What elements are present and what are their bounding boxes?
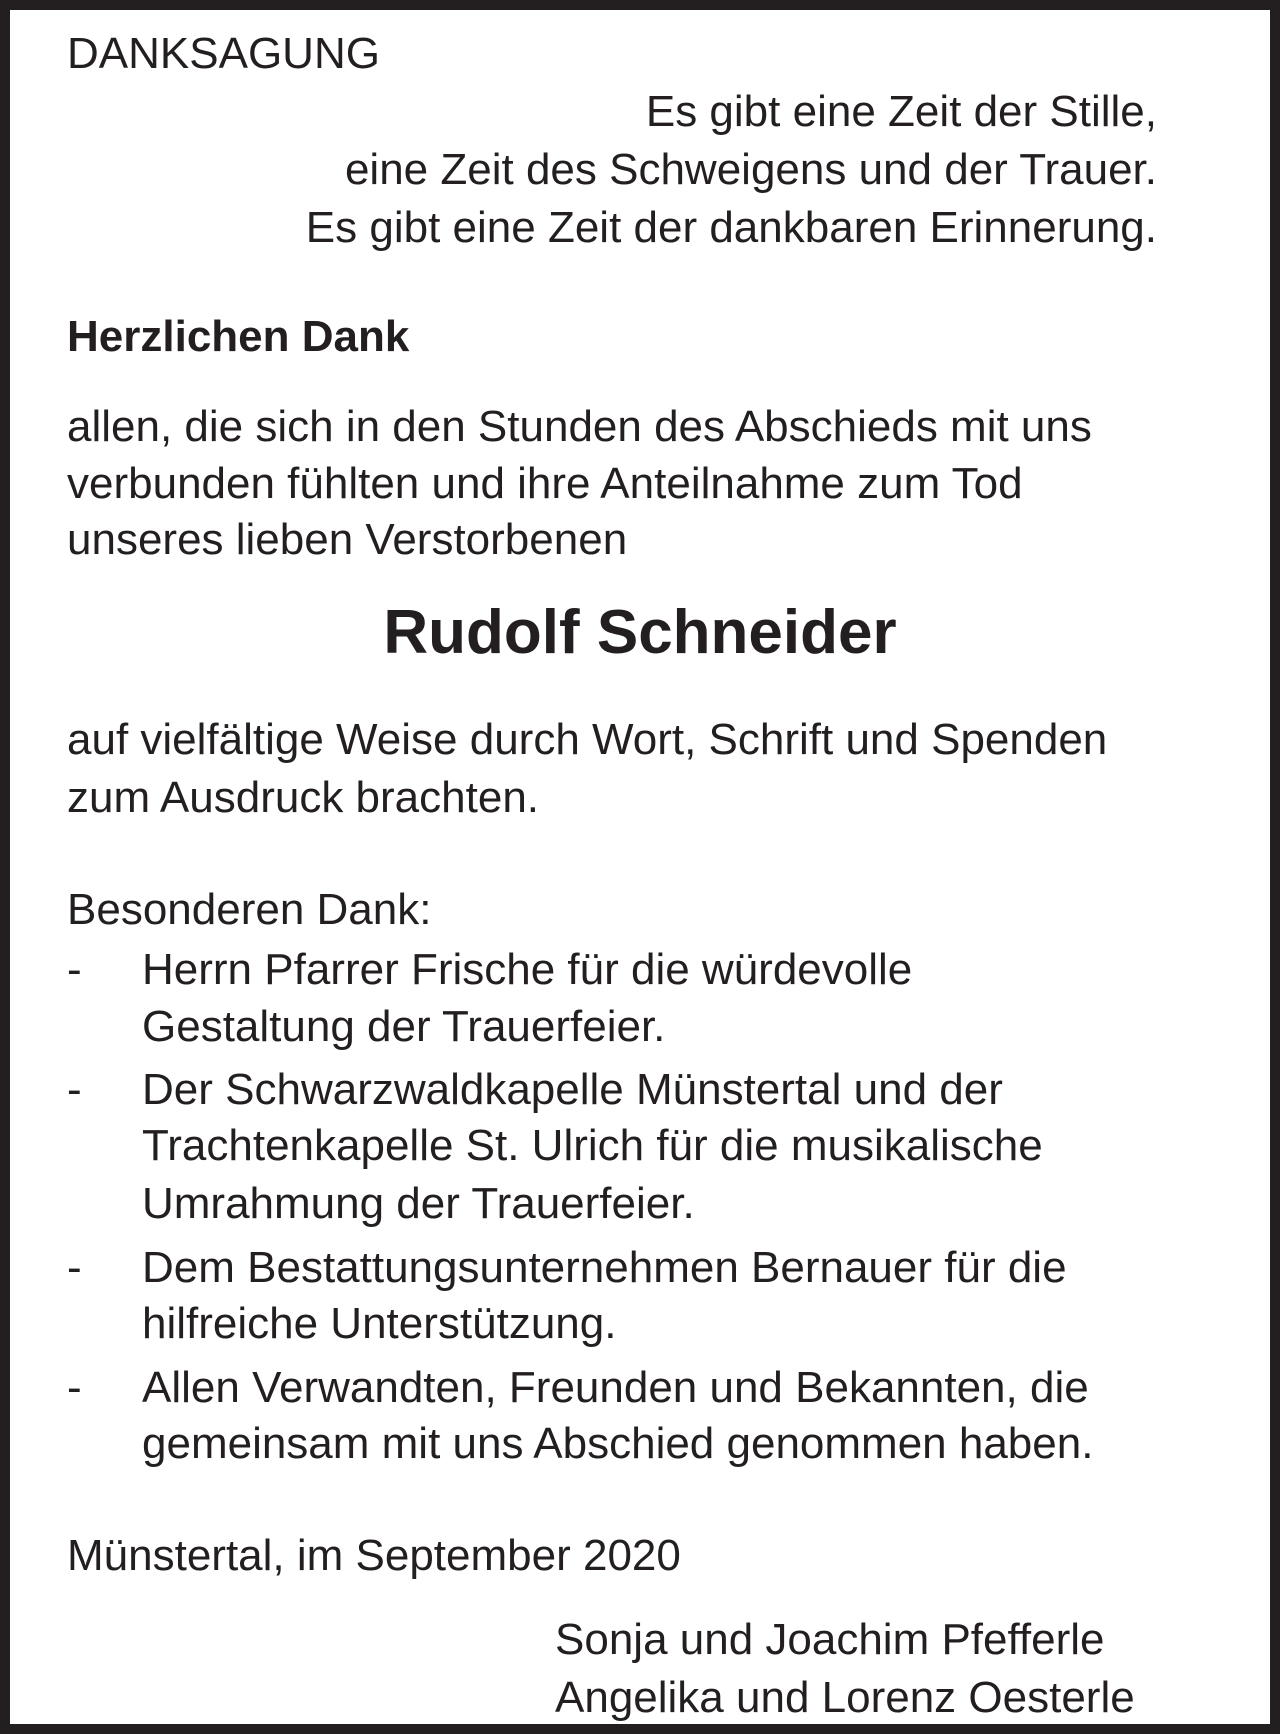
outro-line: zum Ausdruck brachten.	[67, 773, 540, 822]
list-bullet: -	[67, 1363, 82, 1412]
thanks-item-line: hilfreiche Unterstützung.	[142, 1299, 617, 1348]
thanks-item-line: Der Schwarzwaldkapelle Münstertal und der	[142, 1065, 1003, 1114]
deceased-name: Rudolf Schneider	[383, 598, 897, 667]
motto-line: Es gibt eine Zeit der Stille,	[645, 87, 1157, 136]
place-date: Münstertal, im September 2020	[67, 1531, 681, 1580]
list-bullet: -	[67, 1243, 82, 1292]
notice-heading: DANKSAGUNG	[67, 29, 380, 78]
signature-line: Sonja und Joachim Pfefferle	[555, 1615, 1105, 1664]
thanks-item-line: Gestaltung der Trauerfeier.	[142, 1002, 666, 1051]
intro-line: allen, die sich in den Stunden des Abschieds mit uns	[67, 402, 1092, 451]
thanks-item-line: Allen Verwandten, Freunden und Bekannten, die	[142, 1363, 1089, 1412]
thanks-title: Herzlichen Dank	[67, 312, 410, 361]
intro-line: verbunden fühlten und ihre Anteilnahme zum Tod	[67, 459, 1023, 508]
motto-line: eine Zeit des Schweigens und der Trauer.	[344, 145, 1157, 194]
intro-line: unseres lieben Verstorbenen	[67, 515, 628, 564]
motto-line: Es gibt eine Zeit der dankbaren Erinnerung.	[305, 203, 1157, 252]
signature-line: Angelika und Lorenz Oesterle	[555, 1673, 1135, 1722]
thanks-item-line: Trachtenkapelle St. Ulrich für die musikalische	[142, 1121, 1043, 1170]
list-bullet: -	[67, 945, 82, 994]
thanks-item-line: Herrn Pfarrer Frische für die würdevolle	[142, 945, 913, 994]
list-bullet: -	[67, 1065, 82, 1114]
thanks-item-line: Umrahmung der Trauerfeier.	[142, 1179, 695, 1228]
special-thanks-label: Besonderen Dank:	[67, 885, 432, 934]
outro-line: auf vielfältige Weise durch Wort, Schrift und Spenden	[67, 715, 1108, 764]
thanks-item-line: gemeinsam mit uns Abschied genommen haben.	[142, 1419, 1094, 1468]
thanks-item-line: Dem Bestattungsunternehmen Bernauer für die	[142, 1243, 1067, 1292]
